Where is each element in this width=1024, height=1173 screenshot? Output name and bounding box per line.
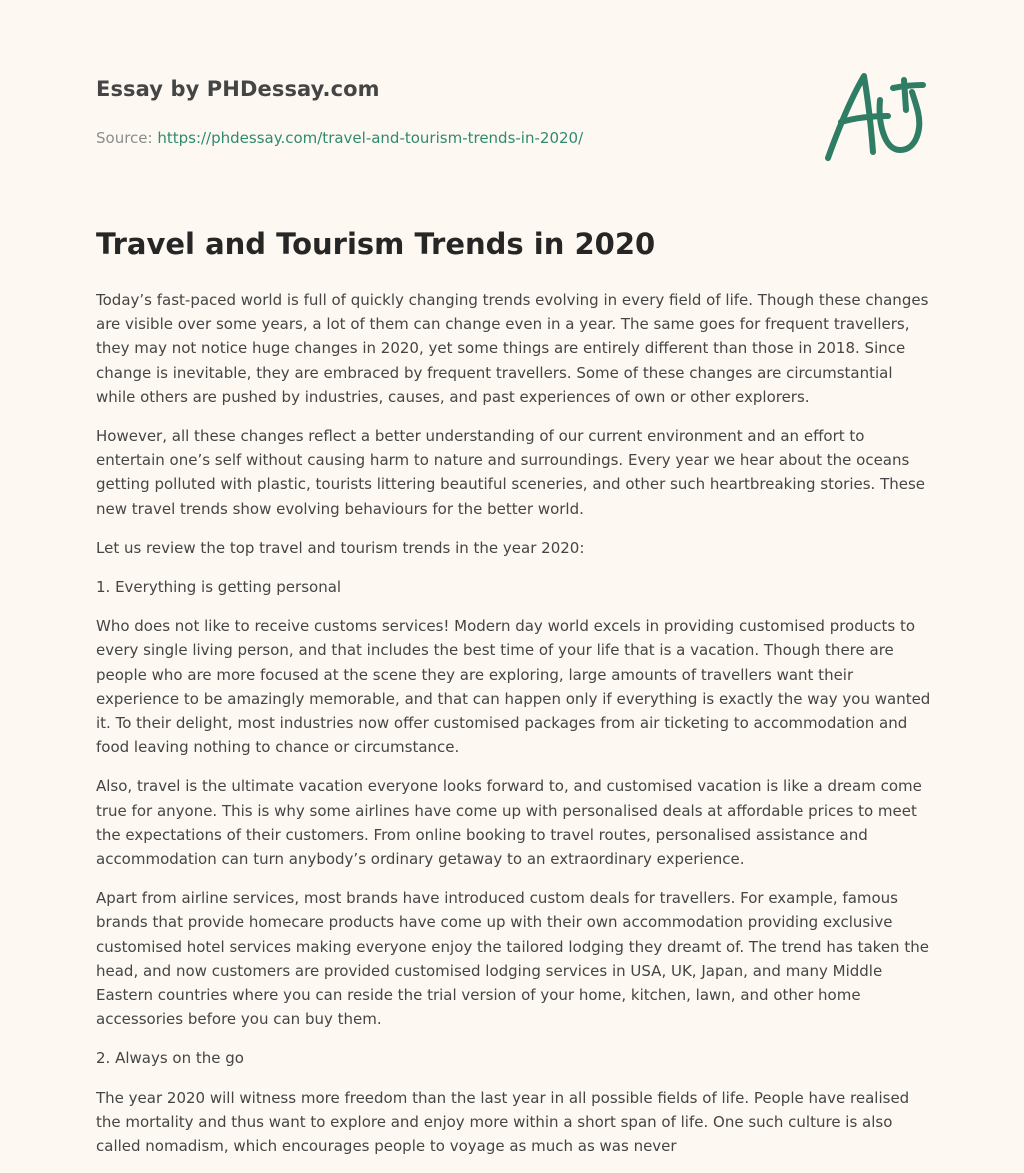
page-header <box>96 74 796 148</box>
article-paragraph: Also, travel is the ultimate vacation everyone looks forward to, and customised vacation is like a dream come true for anyone. This is why some airlines have come up with personalised deals at affordable prices to meet the expectations of their customers. From online booking to travel routes, personalised assistance and accommodation can turn anybody’s ordinary getaway to an extraordinary experience. <box>96 777 922 869</box>
section-heading: 2. Always on the go <box>96 1049 244 1068</box>
essay-article <box>96 224 932 1173</box>
source-label: Source: <box>96 129 158 147</box>
source-link[interactable]: https://phdessay.com/travel-and-tourism-trends-in-2020/ <box>157 129 584 147</box>
article-paragraph: However, all these changes reflect a better understanding of our current environment and an effort to entertain one’s self without causing harm to nature and surroundings. Every year we hear about the oceans getting polluted with plastic, tourists littering beautiful sceneries, and other such heartbreaking stories. These new travel trends show evolving behaviours for the better world. <box>96 427 926 518</box>
article-paragraph: Who does not like to receive customs services! Modern day world excels in providing customised products to every single living person, and that includes the best time of your life that is a vacation. Though there are people who are more focused at the scene they are exploring, large amounts of travellers want their experience to be amazingly memorable, and that can happen only if everything is exactly the way you wanted it. To their delight, most industries now offer customised packages from air ticketing to accommodation and food leaving nothing to chance or circumstance. <box>96 617 931 757</box>
article-title: Travel and Tourism Trends in 2020 <box>96 227 656 261</box>
article-paragraph: The year 2020 will witness more freedom than the last year in all possible fields of life. People have realised the mortality and thus want to explore and enjoy more within a short span of life. One such culture is also called nomadism, which encourages people to voyage as much as was never <box>96 1088 910 1156</box>
article-paragraph: Let us review the top travel and tourism trends in the year 2020: <box>96 538 585 557</box>
section-heading: 1. Everything is getting personal <box>96 578 342 597</box>
a-plus-grade-icon <box>820 64 930 168</box>
article-paragraph: Apart from airline services, most brands have introduced custom deals for travellers. For example, famous brands that provide homecare products have come up with their own accommodation providing exclusive customised hotel services making everyone enjoy the tailored lodging they dreamt of. The trend has taken the head, and now customers are provided customised lodging services in USA, UK, Japan, and many Middle Eastern countries where you can reside the trial version of your home, kitchen, lawn, and other home accessories before you can buy them. <box>96 889 929 1029</box>
brand-title: Essay by PHDessay.com <box>96 77 380 101</box>
source-line <box>96 128 796 148</box>
article-paragraph: Today’s fast-paced world is full of quickly changing trends evolving in every field of life. Though these changes are visible over some years, a lot of them can change even in a year. The same goes for frequent travellers, they may not notice huge changes in 2020, yet some things are entirely different than those in 2018. Since change is inevitable, they are embraced by frequent travellers. Some of these changes are circumstantial while others are pushed by industries, causes, and past experiences of own or other explorers. <box>96 291 929 406</box>
